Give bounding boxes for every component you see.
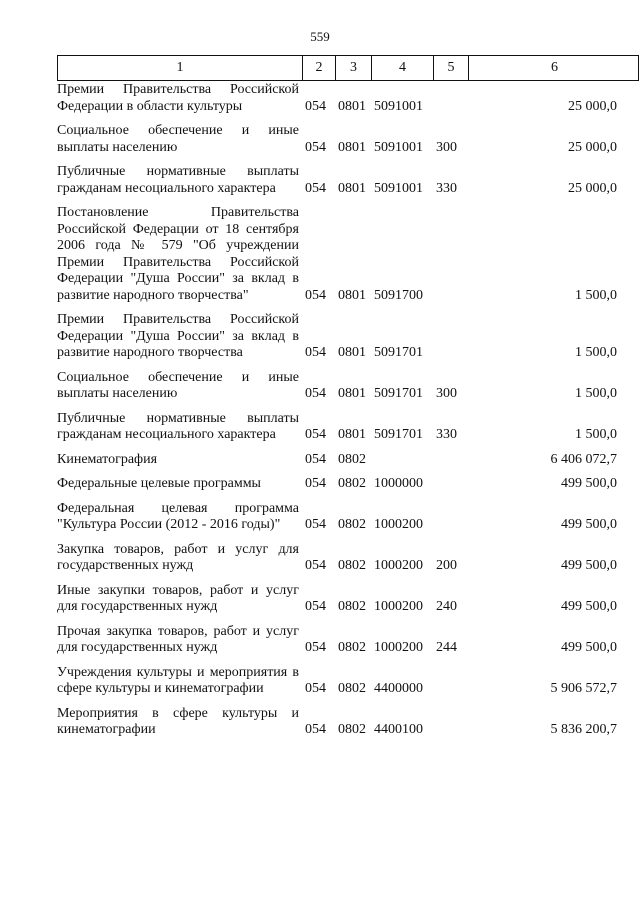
- table-row: [57, 164, 639, 197]
- table-row: [57, 370, 639, 403]
- header-col-2: 2: [302, 56, 335, 80]
- table-body: [57, 82, 639, 747]
- row-sum: 499 500,0: [561, 476, 617, 491]
- row-code-admin: 054: [305, 98, 326, 114]
- row-name: Закупка товаров, работ и услуг для государственных нужд: [57, 541, 299, 573]
- table-row: [57, 501, 639, 534]
- row-name: Постановление Правительства Российской Федерации от 18 сентября 2006 года № 579 "Об учреждении Премии Правительства Российской Федерации "Душа России" за вклад в развитие народного творчества": [57, 205, 299, 303]
- table-row: [57, 205, 639, 304]
- row-code-target: 5091701: [374, 386, 423, 401]
- row-sum: 1 500,0: [575, 386, 617, 401]
- header-col-6: 6: [468, 56, 640, 80]
- row-name: Федеральная целевая программа "Культура России (2012 - 2016 годы)": [57, 500, 299, 532]
- row-name: Прочая закупка товаров, работ и услуг для государственных нужд: [57, 623, 299, 655]
- row-sum: 1 500,0: [575, 427, 617, 442]
- row-code-admin: 054: [305, 722, 326, 737]
- row-code-target: 1000000: [374, 476, 423, 491]
- row-code-expense: 300: [436, 139, 457, 155]
- row-code-admin: 054: [305, 451, 326, 467]
- row-code-section: 0801: [338, 98, 366, 114]
- row-code-admin: 054: [305, 681, 326, 696]
- row-code-admin: 054: [305, 386, 326, 401]
- row-code-target: 1000200: [374, 558, 423, 573]
- row-code-target: 5091001: [374, 180, 423, 196]
- row-code-admin: 054: [305, 558, 326, 573]
- row-sum: 5 906 572,7: [550, 681, 617, 696]
- row-code-admin: 054: [305, 517, 326, 532]
- row-sum: 5 836 200,7: [550, 722, 617, 737]
- header-col-4: 4: [371, 56, 433, 80]
- row-code-admin: 054: [305, 640, 326, 655]
- row-code-section: 0802: [338, 517, 366, 532]
- row-code-target: 1000200: [374, 517, 423, 532]
- row-code-admin: 054: [305, 180, 326, 196]
- row-name: Премии Правительства Российской Федерации в области культуры: [57, 82, 299, 114]
- row-code-target: 5091700: [374, 287, 423, 303]
- row-code-section: 0801: [338, 427, 366, 442]
- row-name: Премии Правительства Российской Федерации "Душа России" за вклад в развитие народного творчества: [57, 312, 299, 360]
- row-code-section: 0802: [338, 451, 366, 467]
- row-name: Мероприятия в сфере культуры и кинематографии: [57, 705, 299, 737]
- row-code-section: 0802: [338, 640, 366, 655]
- row-name: Федеральные целевые программы: [57, 476, 261, 491]
- row-sum: 499 500,0: [561, 599, 617, 614]
- table-row: [57, 583, 639, 616]
- table-row: [57, 82, 639, 115]
- row-name: Социальное обеспечение и иные выплаты населению: [57, 123, 299, 155]
- header-col-1: 1: [176, 60, 184, 75]
- row-sum: 499 500,0: [561, 558, 617, 573]
- row-code-admin: 054: [305, 427, 326, 442]
- row-code-section: 0801: [338, 139, 366, 155]
- row-sum: 1 500,0: [575, 345, 617, 360]
- row-code-admin: 054: [305, 345, 326, 360]
- table-row: [57, 411, 639, 444]
- row-code-target: 4400100: [374, 722, 423, 737]
- row-code-expense: 300: [436, 386, 457, 401]
- row-code-admin: 054: [305, 599, 326, 614]
- row-sum: 25 000,0: [568, 139, 617, 155]
- row-code-section: 0801: [338, 345, 366, 360]
- row-code-section: 0801: [338, 180, 366, 196]
- table-row: [57, 706, 639, 739]
- row-code-section: 0802: [338, 722, 366, 737]
- row-name: Публичные нормативные выплаты гражданам несоциального характера: [57, 164, 299, 196]
- row-sum: 25 000,0: [568, 180, 617, 196]
- header-col-3: 3: [335, 56, 371, 80]
- table-row: [57, 665, 639, 698]
- row-code-section: 0802: [338, 476, 366, 491]
- row-code-target: 5091701: [374, 427, 423, 442]
- row-sum: 25 000,0: [568, 98, 617, 114]
- row-code-target: 1000200: [374, 599, 423, 614]
- row-code-target: 5091701: [374, 345, 423, 360]
- table-row: [57, 312, 639, 362]
- table-row: [57, 123, 639, 156]
- row-sum: 499 500,0: [561, 640, 617, 655]
- header-col-5: 5: [433, 56, 468, 80]
- row-name: Социальное обеспечение и иные выплаты населению: [57, 369, 299, 401]
- row-code-expense: 244: [436, 640, 457, 655]
- row-code-target: 5091001: [374, 139, 423, 155]
- row-sum: 499 500,0: [561, 517, 617, 532]
- row-sum: 6 406 072,7: [550, 451, 617, 467]
- row-code-section: 0802: [338, 681, 366, 696]
- row-name: Учреждения культуры и мероприятия в сфере культуры и кинематографии: [57, 664, 299, 696]
- row-code-target: 1000200: [374, 640, 423, 655]
- row-code-expense: 240: [436, 599, 457, 614]
- table-row: [57, 624, 639, 657]
- table-row: [57, 542, 639, 575]
- row-code-admin: 054: [305, 476, 326, 491]
- row-code-expense: 330: [436, 427, 457, 442]
- row-name: Кинематография: [57, 451, 158, 467]
- row-code-section: 0802: [338, 599, 366, 614]
- page-number: 559: [310, 29, 330, 44]
- row-code-expense: 330: [436, 180, 457, 196]
- row-code-admin: 054: [305, 139, 326, 155]
- row-name: Иные закупки товаров, работ и услуг для государственных нужд: [57, 582, 299, 614]
- row-code-target: 4400000: [374, 681, 423, 696]
- row-code-section: 0801: [338, 287, 366, 303]
- row-code-section: 0802: [338, 558, 366, 573]
- row-code-admin: 054: [305, 287, 326, 303]
- row-code-section: 0801: [338, 386, 366, 401]
- row-code-target: 5091001: [374, 98, 423, 114]
- row-sum: 1 500,0: [575, 287, 617, 303]
- table-header: [57, 55, 639, 81]
- table-row: [57, 452, 639, 469]
- table-row: [57, 476, 639, 493]
- row-name: Публичные нормативные выплаты гражданам несоциального характера: [57, 410, 299, 442]
- row-code-expense: 200: [436, 558, 457, 573]
